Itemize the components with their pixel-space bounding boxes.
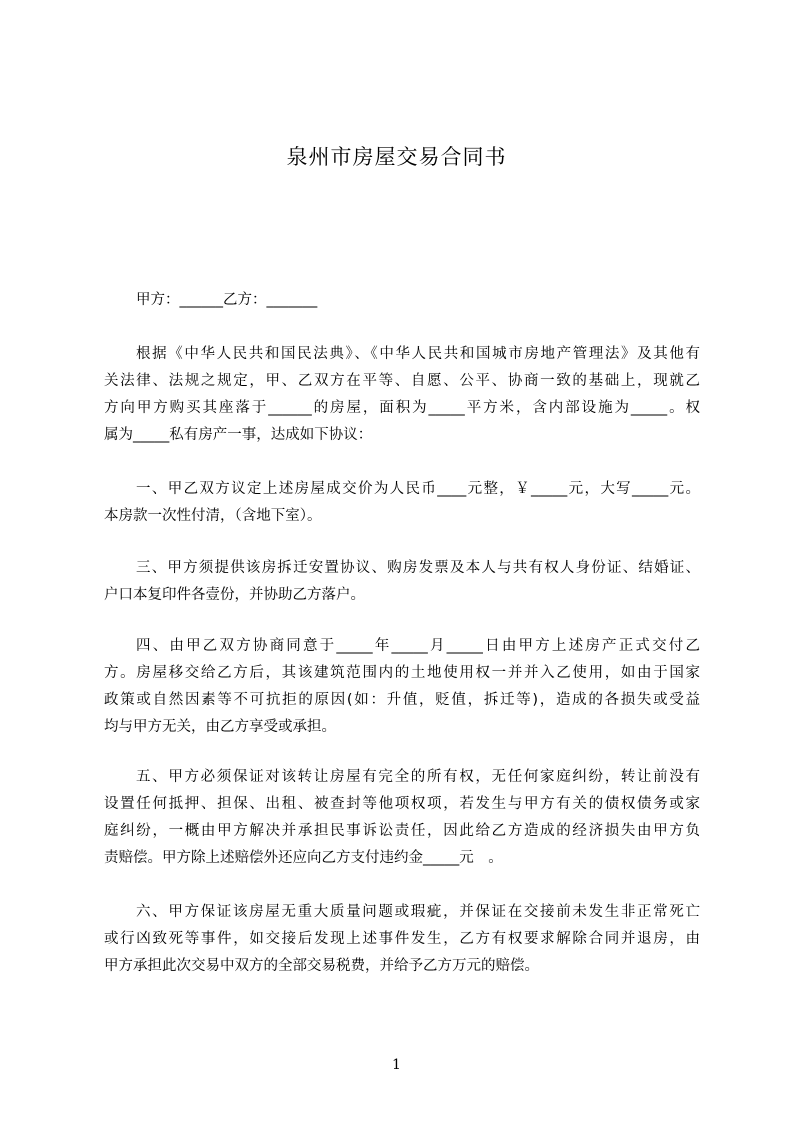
parties-line: 甲方：______乙方：_______ [136, 292, 318, 308]
paragraph-clause-4 [104, 633, 700, 741]
paragraph-line: 四、由甲乙双方协商同意于_____年_____月_____日由甲方上述房产正式交付乙 [136, 638, 700, 654]
paragraph-preamble [104, 341, 700, 449]
paragraph-clause-6 [104, 899, 700, 980]
paragraph-line: 政策或自然因素等不可抗拒的原因(如：升值，贬值，拆迁等)，造成的各损失或受益 [104, 692, 700, 708]
paragraph-clause-3 [104, 555, 700, 609]
paragraph-line: 甲方承担此次交易中双方的全部交易税费，并给予乙方万元的赔偿。 [104, 958, 539, 974]
paragraph-line: 方向甲方购买其座落于______的房屋，面积为_____平方米，含内部设施为_____。权 [104, 400, 700, 416]
page-number: 1 [392, 1057, 401, 1073]
paragraph-line: 庭纠纷，一概由甲方解决并承担民事诉讼责任，因此给乙方造成的经济损失由甲方负 [104, 823, 700, 839]
paragraph-line: 六、甲方保证该房屋无重大质量问题或瑕疵，并保证在交接前未发生非正常死亡 [136, 904, 700, 920]
paragraph-line: 户口本复印件各壹份，并协助乙方落户。 [104, 587, 365, 603]
paragraph-line: 根据《中华人民共和国民法典》、《中华人民共和国城市房地产管理法》及其他有 [136, 346, 700, 362]
paragraph-line: 均与甲方无关，由乙方享受或承担。 [104, 719, 336, 735]
paragraph-line: 属为_____私有房产一事，达成如下协议： [104, 427, 373, 443]
paragraph-line: 关法律、法规之规定，甲、乙双方在平等、自愿、公平、协商一致的基础上，现就乙 [104, 373, 700, 389]
paragraph-line: 三、甲方须提供该房拆迁安置协议、购房发票及本人与共有权人身份证、结婚证、 [136, 560, 700, 576]
paragraph-line: 方。房屋移交给乙方后，其该建筑范围内的土地使用权一并并入乙使用，如由于国家 [104, 665, 700, 681]
paragraph-line: 责赔偿。甲方除上述赔偿外还应向乙方支付违约金_____元 。 [104, 850, 503, 866]
paragraph-line: 五、甲方必须保证对该转让房屋有完全的所有权，无任何家庭纠纷，转让前没有 [136, 769, 700, 785]
paragraph-line: 设置任何抵押、担保、出租、被查封等他项权项，若发生与甲方有关的债权债务或家 [104, 796, 700, 812]
paragraph-line: 或行凶致死等事件，如交接后发现上述事件发生，乙方有权要求解除合同并退房，由 [104, 931, 700, 947]
paragraph-clause-1 [104, 476, 700, 530]
paragraph-clause-5 [104, 764, 700, 872]
paragraph-line: 本房款一次性付清，（含地下室）。 [104, 508, 322, 524]
document-title: 泉州市房屋交易合同书 [286, 145, 507, 169]
paragraph-line: 一、甲乙双方议定上述房屋成交价为人民币____元整，￥_____元，大写_____元。 [136, 481, 700, 497]
